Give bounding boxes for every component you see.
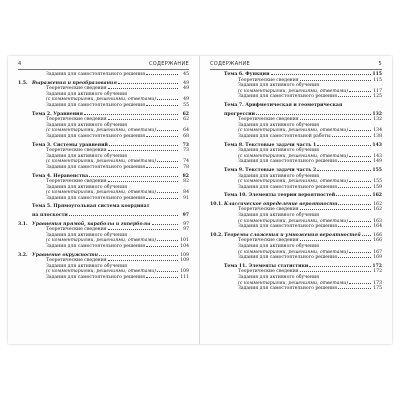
toc-leader-dots — [157, 239, 178, 241]
toc-entry-title: Задания для активного обучения — [238, 148, 320, 154]
toc-entry-page: 111 — [180, 275, 189, 280]
toc-entry-title: Классическое определение вероятности — [224, 201, 338, 207]
toc-entry — [210, 185, 382, 191]
toc-leader-dots — [349, 129, 371, 131]
toc-entry — [18, 72, 189, 78]
toc-entry-title: Теоретические сведения — [46, 86, 107, 92]
toc-entry-title: Задания для самостоятельного решения — [238, 286, 337, 292]
toc-entry-title: Задания для активного обучения — [238, 83, 320, 89]
toc-leader-dots — [146, 73, 178, 75]
right-header-rule — [210, 69, 382, 70]
toc-entry-page: 162 — [373, 201, 382, 207]
toc-leader-dots — [69, 214, 178, 216]
toc-entry-title: (с комментариями, решениями, ответами) — [238, 153, 349, 159]
toc-entry-title: Тема 5. Прямоугольная система координат — [32, 204, 150, 210]
toc-entry — [210, 159, 382, 165]
toc-entry-title: Уравнения прямой, параболы и гиперболы — [32, 221, 151, 227]
left-toc-list — [18, 72, 189, 281]
toc-entry-page: 101 — [180, 238, 189, 244]
toc-leader-dots — [108, 180, 178, 182]
toc-entry-page: 125 — [373, 94, 382, 100]
toc-leader-dots — [332, 135, 371, 137]
right-toc-list — [210, 72, 382, 292]
toc-leader-dots — [157, 160, 178, 162]
toc-entry-title: Задания для самостоятельного решения — [46, 133, 145, 139]
toc-entry-title: (с комментариями, решениями, ответами) — [238, 218, 349, 224]
toc-entry-title: Задания для самостоятельного решения — [46, 72, 145, 77]
toc-entry-title: (с комментариями, решениями, ответами) — [238, 128, 349, 134]
toc-leader-dots — [338, 186, 371, 188]
toc-entry-title: Тема 10. Элементы теории вероятностей — [224, 193, 336, 199]
toc-entry-title: Задания для активного обучения — [46, 263, 128, 269]
toc-leader-dots — [317, 144, 371, 146]
toc-entry-title: (с комментариями, решениями, ответами) — [46, 238, 157, 244]
toc-leader-dots — [317, 169, 371, 171]
toc-entry-title: Задания для самостоятельного решения — [238, 224, 337, 230]
toc-leader-dots — [108, 118, 178, 120]
toc-entry-title: Задания для самостоятельного решения — [46, 195, 145, 201]
toc-entry-title: Задания для активного обучения — [46, 184, 128, 190]
toc-entry-page: 97 — [183, 227, 189, 233]
toc-entry-page: 167 — [373, 249, 382, 255]
toc-entry-title: прогрессии — [224, 111, 255, 117]
toc-entry-page: 49 — [183, 97, 189, 103]
toc-entry-title: (с комментариями, решениями, ответами) — [46, 190, 157, 196]
toc-entry — [18, 165, 189, 171]
toc-entry-page: 97 — [182, 213, 189, 219]
toc-entry-title: Задания для активного обучения — [46, 232, 128, 238]
toc-leader-dots — [157, 129, 178, 131]
toc-entry-page: 163 — [373, 218, 382, 224]
toc-leader-dots — [338, 256, 371, 258]
toc-entry-title: Тема 6. Функции — [224, 72, 270, 77]
toc-leader-dots — [99, 254, 178, 256]
toc-entry-page: 82 — [182, 173, 189, 179]
toc-entry-number: 3.1. — [18, 221, 28, 227]
toc-entry-title: Задания для самостоятельного решения — [238, 184, 337, 190]
toc-entry-page: 73 — [183, 148, 189, 154]
toc-leader-dots — [338, 160, 371, 162]
toc-entry-page: 64 — [183, 128, 189, 134]
toc-entry-title: Тема 2. Уравнения — [32, 111, 83, 117]
toc-leader-dots — [157, 270, 178, 272]
toc-leader-dots — [157, 191, 178, 193]
toc-entry-page: 149 — [373, 159, 382, 165]
toc-entry-title: Задания для активного обучения — [238, 173, 320, 179]
toc-entry-page: 159 — [373, 184, 382, 190]
toc-entry-title: (с комментариями, решениями, ответами) — [46, 97, 157, 103]
toc-entry-title: Задания для самостоятельного решения — [46, 102, 145, 108]
toc-entry-title: Задания для активного обучения — [238, 275, 320, 280]
toc-leader-dots — [108, 149, 178, 151]
toc-entry-page: 138 — [373, 133, 382, 139]
toc-leader-dots — [271, 73, 372, 75]
toc-entry-page: 84 — [183, 190, 189, 196]
toc-entry — [18, 134, 189, 140]
toc-entry-title: Теоретические сведения — [46, 258, 107, 264]
toc-leader-dots — [349, 251, 371, 253]
toc-entry-title: Задания для самостоятельного решения — [46, 244, 145, 250]
toc-leader-dots — [349, 90, 371, 92]
toc-entry-title: Уравнение окружности — [32, 252, 98, 258]
toc-leader-dots — [146, 245, 178, 247]
toc-leader-dots — [300, 79, 371, 81]
toc-entry-number: 10.2. — [210, 232, 223, 238]
toc-entry — [210, 224, 382, 230]
left-page-header — [18, 60, 189, 68]
toc-entry-title: Задания для активного обучения — [46, 91, 128, 97]
toc-leader-dots — [300, 239, 371, 241]
book-spread — [8, 56, 392, 344]
toc-leader-dots — [146, 135, 178, 137]
toc-entry-title: Задания для самостоятельной работы — [238, 133, 331, 139]
toc-entry-page: 175 — [373, 286, 382, 292]
toc-leader-dots — [108, 228, 178, 230]
toc-entry-title: (с комментариями, решениями, ответами) — [46, 128, 157, 134]
toc-entry-page: 78 — [183, 164, 189, 170]
toc-entry-title: (с комментариями, решениями, ответами) — [238, 88, 349, 94]
toc-entry-page: 143 — [372, 142, 382, 148]
toc-entry-page: 91 — [183, 195, 189, 201]
toc-entry — [18, 244, 189, 250]
toc-entry — [18, 213, 189, 219]
toc-entry-page: 169 — [373, 255, 382, 261]
left-page-number: 4 — [18, 61, 22, 67]
toc-entry-title: Задания для активного обучения — [238, 122, 320, 128]
toc-entry-page: 155 — [373, 179, 382, 185]
toc-entry-title: Задания для активного обучения — [238, 244, 320, 250]
toc-entry-page: 166 — [373, 238, 382, 244]
right-running-title: СОДЕРЖАНИЕ — [210, 61, 250, 67]
toc-entry-title: Тема 11. Элементы статистики — [224, 263, 309, 269]
toc-entry-page: 172 — [372, 263, 382, 269]
toc-entry-title: Задания для самостоятельного решения — [238, 255, 337, 261]
toc-entry-title: Теоретические сведения — [238, 117, 299, 123]
toc-entry-title: Задания для самостоятельного решения — [238, 159, 337, 165]
toc-entry-page: 115 — [372, 72, 382, 77]
right-page-header — [210, 60, 382, 68]
toc-entry-title: Задания для самостоятельного решения — [238, 94, 337, 100]
toc-entry-page: 143 — [373, 153, 382, 159]
toc-entry-title: (с комментариями, решениями, ответами) — [238, 179, 349, 185]
toc-entry-page: 164 — [373, 224, 382, 230]
toc-entry-title: Теоремы сложения и умножения вероятностей — [224, 232, 361, 238]
toc-entry-title: Задания для активного обучения — [46, 153, 128, 159]
toc-leader-dots — [349, 220, 371, 222]
toc-entry-title: Теоретические сведения — [46, 227, 107, 233]
toc-entry-number: 1.5. — [18, 80, 28, 86]
toc-entry-title: Задания для самостоятельного решения — [46, 275, 145, 280]
toc-leader-dots — [146, 104, 178, 106]
toc-entry — [18, 275, 189, 281]
toc-entry-title: Выражения и преобразования — [32, 80, 117, 86]
toc-leader-dots — [157, 98, 178, 100]
toc-leader-dots — [338, 95, 371, 97]
toc-entry-title: Тема 4. Неравенства — [32, 173, 89, 179]
right-page — [200, 56, 392, 344]
toc-entry-title: (с комментариями, решениями, ответами) — [238, 249, 349, 255]
toc-leader-dots — [108, 259, 178, 261]
toc-entry-page: 132 — [372, 111, 382, 117]
toc-entry-page: 162 — [373, 207, 382, 213]
left-header-rule — [18, 69, 189, 70]
toc-leader-dots — [338, 225, 371, 227]
toc-leader-dots — [336, 194, 371, 196]
toc-entry-page: 109 — [180, 269, 189, 275]
toc-entry-page: 62 — [183, 117, 189, 123]
toc-entry-page: 162 — [372, 193, 382, 199]
toc-entry-page: 109 — [180, 252, 189, 258]
toc-entry-page: 117 — [373, 88, 382, 94]
toc-leader-dots — [349, 180, 371, 182]
toc-entry-title: (с комментариями, решениями, ответами) — [238, 280, 349, 286]
toc-entry-title: Теоретические сведения — [238, 207, 299, 213]
toc-entry-page: 68 — [183, 133, 189, 139]
toc-leader-dots — [349, 155, 371, 157]
toc-leader-dots — [89, 175, 178, 177]
toc-entry — [210, 94, 382, 100]
toc-entry-title: (с комментариями, решениями, ответами) — [46, 269, 157, 275]
toc-entry-page: 74 — [183, 159, 189, 165]
toc-leader-dots — [256, 113, 371, 115]
toc-leader-dots — [349, 282, 371, 284]
toc-entry-title: Теоретические сведения — [238, 269, 299, 275]
toc-leader-dots — [118, 82, 178, 84]
toc-entry-title: Теоретические сведения — [238, 238, 299, 244]
toc-entry-title: Тема 3. Системы уравнений — [32, 142, 108, 148]
toc-leader-dots — [84, 113, 178, 115]
toc-entry — [18, 103, 189, 109]
toc-entry — [210, 193, 382, 199]
right-page-number: 5 — [378, 61, 382, 67]
toc-entry-page: 173 — [373, 280, 382, 286]
toc-leader-dots — [300, 270, 371, 272]
toc-entry-title: Теоретические сведения — [46, 179, 107, 185]
toc-entry-title: на плоскости — [32, 213, 68, 219]
toc-leader-dots — [146, 166, 178, 168]
toc-entry — [18, 204, 189, 210]
toc-leader-dots — [146, 276, 178, 278]
toc-entry — [210, 286, 382, 292]
toc-entry-number: 10.1. — [210, 201, 223, 207]
toc-entry-title: Теоретические сведения — [46, 117, 107, 123]
toc-leader-dots — [108, 87, 178, 89]
toc-entry — [18, 196, 189, 202]
toc-entry-page: 62 — [182, 111, 189, 117]
toc-entry-number: 3.2. — [18, 252, 28, 258]
toc-entry-page: 49 — [183, 80, 189, 86]
toc-entry-page: 104 — [180, 244, 189, 250]
toc-leader-dots — [309, 265, 371, 267]
toc-entry-title: Задания для активного обучения — [238, 213, 320, 219]
toc-entry-title: (с комментариями, решениями, ответами) — [46, 159, 157, 165]
toc-entry-title: Задания для активного обучения — [46, 122, 128, 128]
toc-leader-dots — [300, 118, 371, 120]
toc-entry-page: 73 — [182, 142, 189, 148]
toc-entry-page: 172 — [373, 269, 382, 275]
left-page — [8, 56, 200, 344]
toc-leader-dots — [146, 197, 178, 199]
toc-entry-page: 166 — [373, 232, 382, 238]
toc-leader-dots — [362, 234, 371, 236]
toc-entry — [210, 134, 382, 140]
toc-entry-page: 49 — [183, 86, 189, 92]
toc-leader-dots — [338, 203, 371, 205]
toc-leader-dots — [152, 223, 178, 225]
toc-entry-page: 134 — [373, 128, 382, 134]
toc-entry-title: Теоретические сведения — [238, 77, 299, 83]
toc-leader-dots — [300, 208, 371, 210]
toc-entry-page: 97 — [183, 221, 189, 227]
toc-entry-title: Тема 9. Текстовые задачи часть 2 — [224, 167, 317, 173]
toc-entry-title: Задания для самостоятельного решения — [46, 164, 145, 170]
toc-entry — [210, 255, 382, 261]
toc-entry-page: 55 — [183, 102, 189, 108]
toc-leader-dots — [338, 287, 371, 289]
toc-entry-page: 109 — [180, 258, 189, 264]
toc-entry-page: 45 — [183, 72, 189, 77]
toc-entry-title: Теоретические сведения — [46, 148, 107, 154]
left-running-title: СОДЕРЖАНИЕ — [149, 61, 189, 67]
toc-entry-page: 115 — [373, 77, 382, 83]
toc-entry — [210, 103, 382, 109]
toc-entry-title: Тема 8. Текстовые задачи часть 1 — [224, 142, 317, 148]
toc-entry-page: 132 — [373, 117, 382, 123]
toc-entry-page: 155 — [372, 167, 382, 173]
toc-leader-dots — [109, 144, 178, 146]
toc-entry-title: Тема 7. Арифметическая и геометрическая — [224, 102, 343, 108]
toc-entry-page: 82 — [183, 179, 189, 185]
